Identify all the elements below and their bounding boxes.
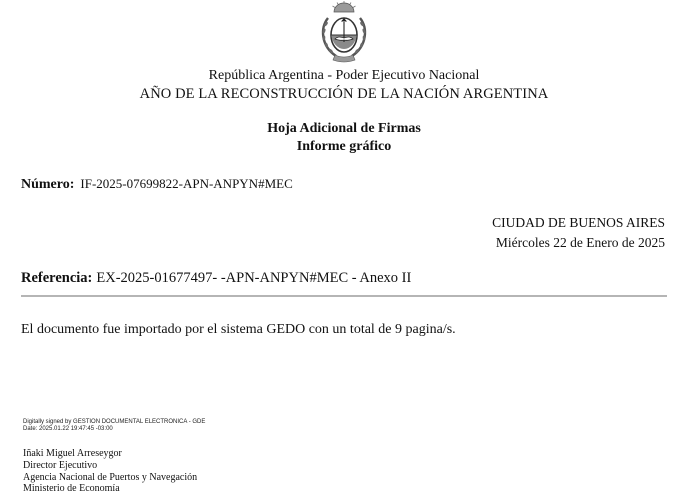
signer-position: Director Ejecutivo: [23, 459, 98, 471]
document-subtitle: Informe gráfico: [296, 139, 392, 154]
divider: [21, 295, 667, 297]
body-text: El documento fue importado por el sistema GEDO con un total de 9 pagina/s.: [21, 322, 456, 337]
document-number: [21, 176, 293, 193]
header-line-1: República Argentina - Poder Ejecutivo Nacional: [208, 68, 480, 83]
argentina-coat-of-arms-icon: [318, 0, 370, 64]
digital-signature-line: Digitally signed by GESTION DOCUMENTAL ELECTRONICA - GDE: [23, 419, 206, 425]
reference: [21, 270, 411, 287]
date: Miércoles 22 de Enero de 2025: [495, 235, 665, 250]
digital-signature-stamp: [23, 419, 205, 433]
signer-agency: Agencia Nacional de Puertos y Navegación: [23, 471, 198, 483]
city: CIUDAD DE BUENOS AIRES: [492, 215, 665, 230]
document-number-label: Número:: [21, 177, 75, 192]
digital-signature-date: Date: 2025.01.22 19:47:45 -03:00: [23, 426, 113, 432]
signer-ministry: Ministerio de Economía: [23, 483, 120, 495]
reference-value: EX-2025-01677497- -APN-ANPYN#MEC - Anexo II: [96, 270, 412, 286]
signer-block: [23, 448, 197, 495]
document-title: Hoja Adicional de Firmas: [267, 121, 421, 136]
reference-label: Referencia:: [21, 270, 93, 286]
document-number-value: IF-2025-07699822-APN-ANPYN#MEC: [80, 176, 293, 191]
header-line-2: AÑO DE LA RECONSTRUCCIÓN DE LA NACIÓN ARGENTINA: [139, 86, 549, 102]
signer-name: Iñaki Miguel Arreseygor: [23, 448, 122, 459]
